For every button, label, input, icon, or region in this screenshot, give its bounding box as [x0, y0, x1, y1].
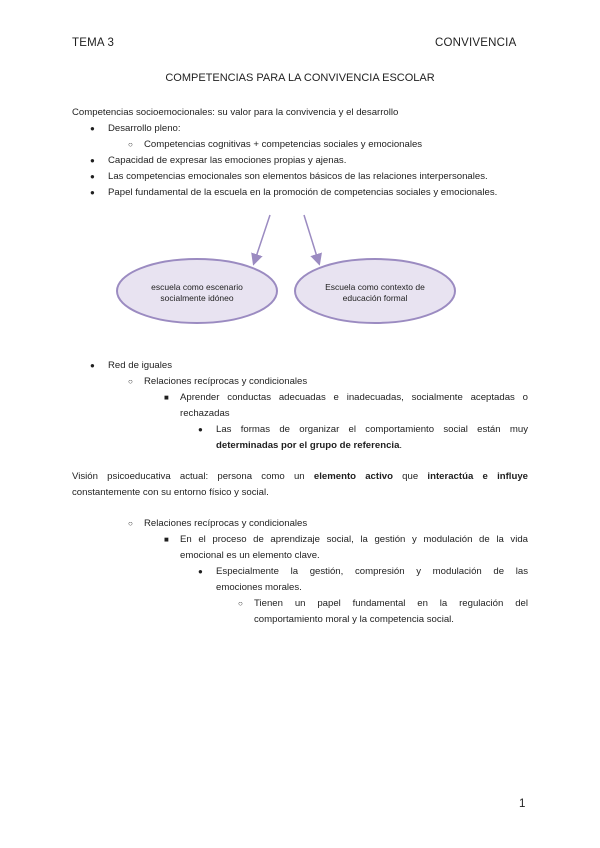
- ellipse-right-label: [295, 282, 455, 304]
- list-item: [108, 358, 172, 374]
- ellipse-left-label: [117, 282, 277, 304]
- list-item-line2: comportamiento moral y la competencia social.: [254, 614, 454, 625]
- vision-bold-b: elemento activo: [313, 471, 393, 482]
- list-item: [144, 137, 422, 153]
- ellipse-left-line1: escuela como escenario: [151, 282, 243, 292]
- list-item: [108, 153, 346, 169]
- list-item-text: Capacidad de expresar las emociones propias y ajenas.: [108, 155, 347, 166]
- vision-line1: [72, 469, 528, 485]
- list-item-line2: emocional es un elemento clave.: [180, 550, 320, 561]
- list-item-text: Las competencias emocionales son elementos básicos de las relaciones interpersonales.: [108, 171, 488, 182]
- list-item-line2: emociones morales.: [216, 582, 302, 593]
- list-item: [180, 390, 528, 422]
- vision-text-c: que: [392, 471, 428, 482]
- page-number: 1: [519, 798, 526, 810]
- list-item-line1: ● Especialmente la gestión, compresión y modulación de las: [216, 566, 528, 577]
- list-item: [108, 185, 497, 201]
- header-left: TEMA 3: [72, 37, 115, 49]
- ellipse-right-line2: educación formal: [342, 293, 408, 303]
- list-item-text: Desarrollo pleno:: [108, 123, 181, 134]
- list-item-line1: ○ Tienen un papel fundamental en la regulación del: [254, 598, 528, 609]
- list-item-text: Relaciones recíprocas y condicionales: [144, 376, 308, 387]
- arrow-left: [255, 215, 270, 260]
- list-item: [254, 596, 528, 628]
- list-item-text: Relaciones recíprocas y condicionales: [144, 518, 308, 529]
- list-item: [144, 516, 307, 532]
- emphasis-text: determinadas por el grupo de referencia: [216, 440, 400, 451]
- vision-line2: constantemente con su entorno físico y social.: [72, 487, 269, 498]
- vision-paragraph: [72, 469, 528, 501]
- list-item-line2: rechazadas: [180, 408, 230, 419]
- list-item-line2: [216, 438, 528, 454]
- ellipse-left-line2: socialmente idóneo: [160, 293, 234, 303]
- intro-text: Competencias socioemocionales: su valor para la convivencia y el desarrollo: [72, 107, 399, 118]
- vision-text-a: Visión psicoeducativa actual: persona como un: [72, 471, 314, 482]
- list-item-line1: ■ En el proceso de aprendizaje social, la gestión y modulación de la vida: [180, 534, 528, 545]
- list-item-line1: ● Las formas de organizar el comportamiento social están muy: [216, 424, 528, 435]
- vision-bold-d: interactúa e influye: [427, 471, 528, 482]
- list-item-text: Competencias cognitivas + competencias sociales y emocionales: [144, 139, 423, 150]
- list-item: [144, 374, 307, 390]
- list-item: [108, 121, 181, 137]
- page-title: COMPETENCIAS PARA LA CONVIVENCIA ESCOLAR: [165, 72, 435, 84]
- list-item-line1: ■ Aprender conductas adecuadas e inadecuadas, socialmente aceptadas o: [180, 392, 528, 403]
- ellipse-right-line1: Escuela como contexto de: [325, 282, 425, 292]
- arrow-right: [304, 215, 318, 260]
- diagram: [100, 210, 460, 335]
- header-right: CONVIVENCIA: [435, 37, 517, 49]
- list-item: [216, 564, 528, 596]
- period-text: .: [399, 440, 403, 451]
- list-item-text: Papel fundamental de la escuela en la promoción de competencias sociales y emocionales.: [108, 187, 498, 198]
- list-item-text: Red de iguales: [108, 360, 173, 371]
- list-item: [108, 169, 488, 185]
- list-item: [180, 532, 528, 564]
- list-item: [216, 422, 528, 454]
